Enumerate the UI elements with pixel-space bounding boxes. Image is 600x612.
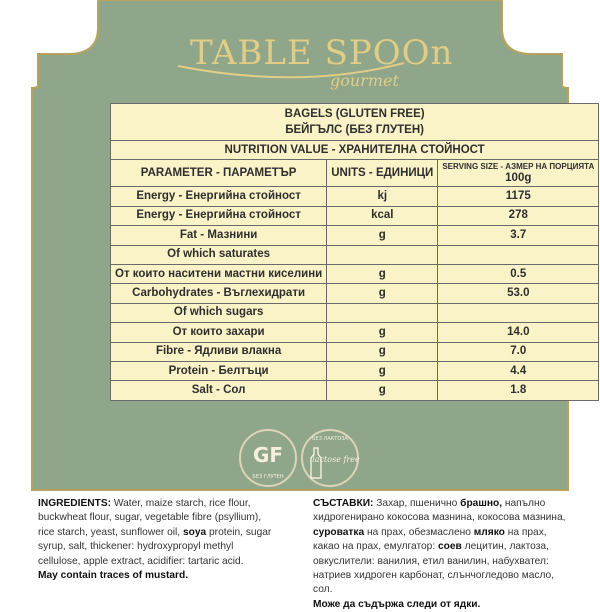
value-cell: 278 xyxy=(438,206,599,225)
table-row xyxy=(111,226,599,245)
ingredients-en xyxy=(38,497,278,583)
table-row xyxy=(111,381,599,400)
allergen-warning-en: May contain traces of mustard. xyxy=(38,570,189,582)
ingredients-text-bg-2: напълно хидрогенирано кокосова мазнина, кокосова мазнина, xyxy=(313,498,566,524)
table-row xyxy=(111,303,599,322)
param-cell: От които захари xyxy=(111,323,327,342)
value-cell: 0.5 xyxy=(438,264,599,283)
table-row xyxy=(111,323,599,342)
table-row xyxy=(111,245,599,264)
value-cell: 1175 xyxy=(438,187,599,206)
ingredients-bg xyxy=(313,497,575,612)
lactose-text: БЕЗ ЛАКТОЗА xyxy=(312,436,348,442)
gf-text: БЕЗ ГЛУТЕН xyxy=(252,474,284,480)
certification-badges xyxy=(0,428,600,490)
param-cell: Salt - Сол xyxy=(111,381,327,400)
header-serving-label: SERVING SIZE - АЗМЕР НА ПОРЦИЯТА xyxy=(442,161,595,171)
param-cell: Fibre - Ядливи влакна xyxy=(111,342,327,361)
lactose-script: lactose free xyxy=(312,455,360,464)
param-cell: Protein - Белтъци xyxy=(111,361,327,380)
value-cell: 4.4 xyxy=(438,361,599,380)
param-cell: Fat - Мазнини xyxy=(111,226,327,245)
ingredients-text-1: Water, maize starch, rice flour, buckwheat flour, sugar, vegetable fibre (psyllium), rice starch, yeast, sunflower oil, xyxy=(38,498,262,538)
brand-name: TABLE SPOOn xyxy=(190,33,454,73)
ingredients-text-bg-4: на прах, какао на прах, емулгатор: xyxy=(313,526,547,553)
section-title: NUTRITION VALUE - ХРАНИТЕЛНА СТОЙНОСТ xyxy=(111,141,599,160)
param-cell: Of which sugars xyxy=(111,303,327,322)
allergen-soy: соев xyxy=(438,541,462,553)
unit-cell: g xyxy=(327,284,438,303)
value-cell xyxy=(438,245,599,264)
unit-cell: g xyxy=(327,226,438,245)
table-row xyxy=(111,187,599,206)
value-cell: 3.7 xyxy=(438,226,599,245)
product-title-bg: БЕЙГЪЛС (БЕЗ ГЛУТЕН) xyxy=(285,124,424,136)
title-row xyxy=(111,104,599,141)
param-cell: Carbohydrates - Въглехидрати xyxy=(111,284,327,303)
value-cell: 1.8 xyxy=(438,381,599,400)
header-param: PARAMETER - ПАРАМЕТЪР xyxy=(111,160,327,187)
value-cell xyxy=(438,303,599,322)
table-row xyxy=(111,361,599,380)
table-row xyxy=(111,284,599,303)
value-cell: 14.0 xyxy=(438,323,599,342)
section-row xyxy=(111,141,599,160)
ingredients-text-bg-1: Захар, пшенично xyxy=(373,498,461,509)
table-row xyxy=(111,264,599,283)
unit-cell xyxy=(327,245,438,264)
brand-logo xyxy=(0,18,600,98)
brand-subtitle: gourmet xyxy=(330,71,399,90)
param-cell: От които наситени мастни киселини xyxy=(111,264,327,283)
allergen-whey: суроватка xyxy=(313,526,365,538)
ingredients-text-2: protein, sugar syrup, salt, thickener: hydroxypropyl methyl cellulose, apple extract, acidifier: tartaric acid. xyxy=(38,526,272,567)
table-row xyxy=(111,342,599,361)
allergen-flour: брашно, xyxy=(460,498,503,509)
param-cell: Energy - Енергийна стойност xyxy=(111,206,327,225)
ingredients-text-bg-3: на прах, обезмаслено xyxy=(364,526,474,538)
ingredients-text-bg-5: лецитин, лактоза, овкуслители: ванилия, етил ванилин, набухвател: натриев хидроген карбонат, слънчогледово масло, сол. xyxy=(313,541,555,596)
product-title-en: BAGELS (GLUTEN FREE) xyxy=(284,108,425,120)
allergen-warning-bg: Може да съдържа следи от ядки. xyxy=(313,598,481,610)
gf-letters: GF xyxy=(252,443,284,467)
header-row xyxy=(111,160,599,187)
table-row xyxy=(111,206,599,225)
unit-cell: g xyxy=(327,342,438,361)
nutrition-table xyxy=(110,103,599,401)
header-units: UNITS - ЕДИНИЦИ xyxy=(327,160,438,187)
header-serving-value: 100g xyxy=(505,171,532,184)
unit-cell: g xyxy=(327,361,438,380)
allergen-milk: мляко xyxy=(473,526,505,538)
param-cell: Energy - Енергийна стойност xyxy=(111,187,327,206)
lactose-free-badge xyxy=(302,430,360,486)
ingredients-heading: INGREDIENTS: xyxy=(38,498,112,509)
param-cell: Of which saturates xyxy=(111,245,327,264)
unit-cell: kcal xyxy=(327,206,438,225)
unit-cell: kj xyxy=(327,187,438,206)
value-cell: 7.0 xyxy=(438,342,599,361)
ingredients-heading-bg: СЪСТАВКИ: xyxy=(313,498,374,509)
unit-cell xyxy=(327,303,438,322)
allergen-soya: soya xyxy=(182,526,207,538)
gluten-free-badge xyxy=(240,430,296,486)
unit-cell: g xyxy=(327,264,438,283)
unit-cell: g xyxy=(327,381,438,400)
unit-cell: g xyxy=(327,323,438,342)
value-cell: 53.0 xyxy=(438,284,599,303)
